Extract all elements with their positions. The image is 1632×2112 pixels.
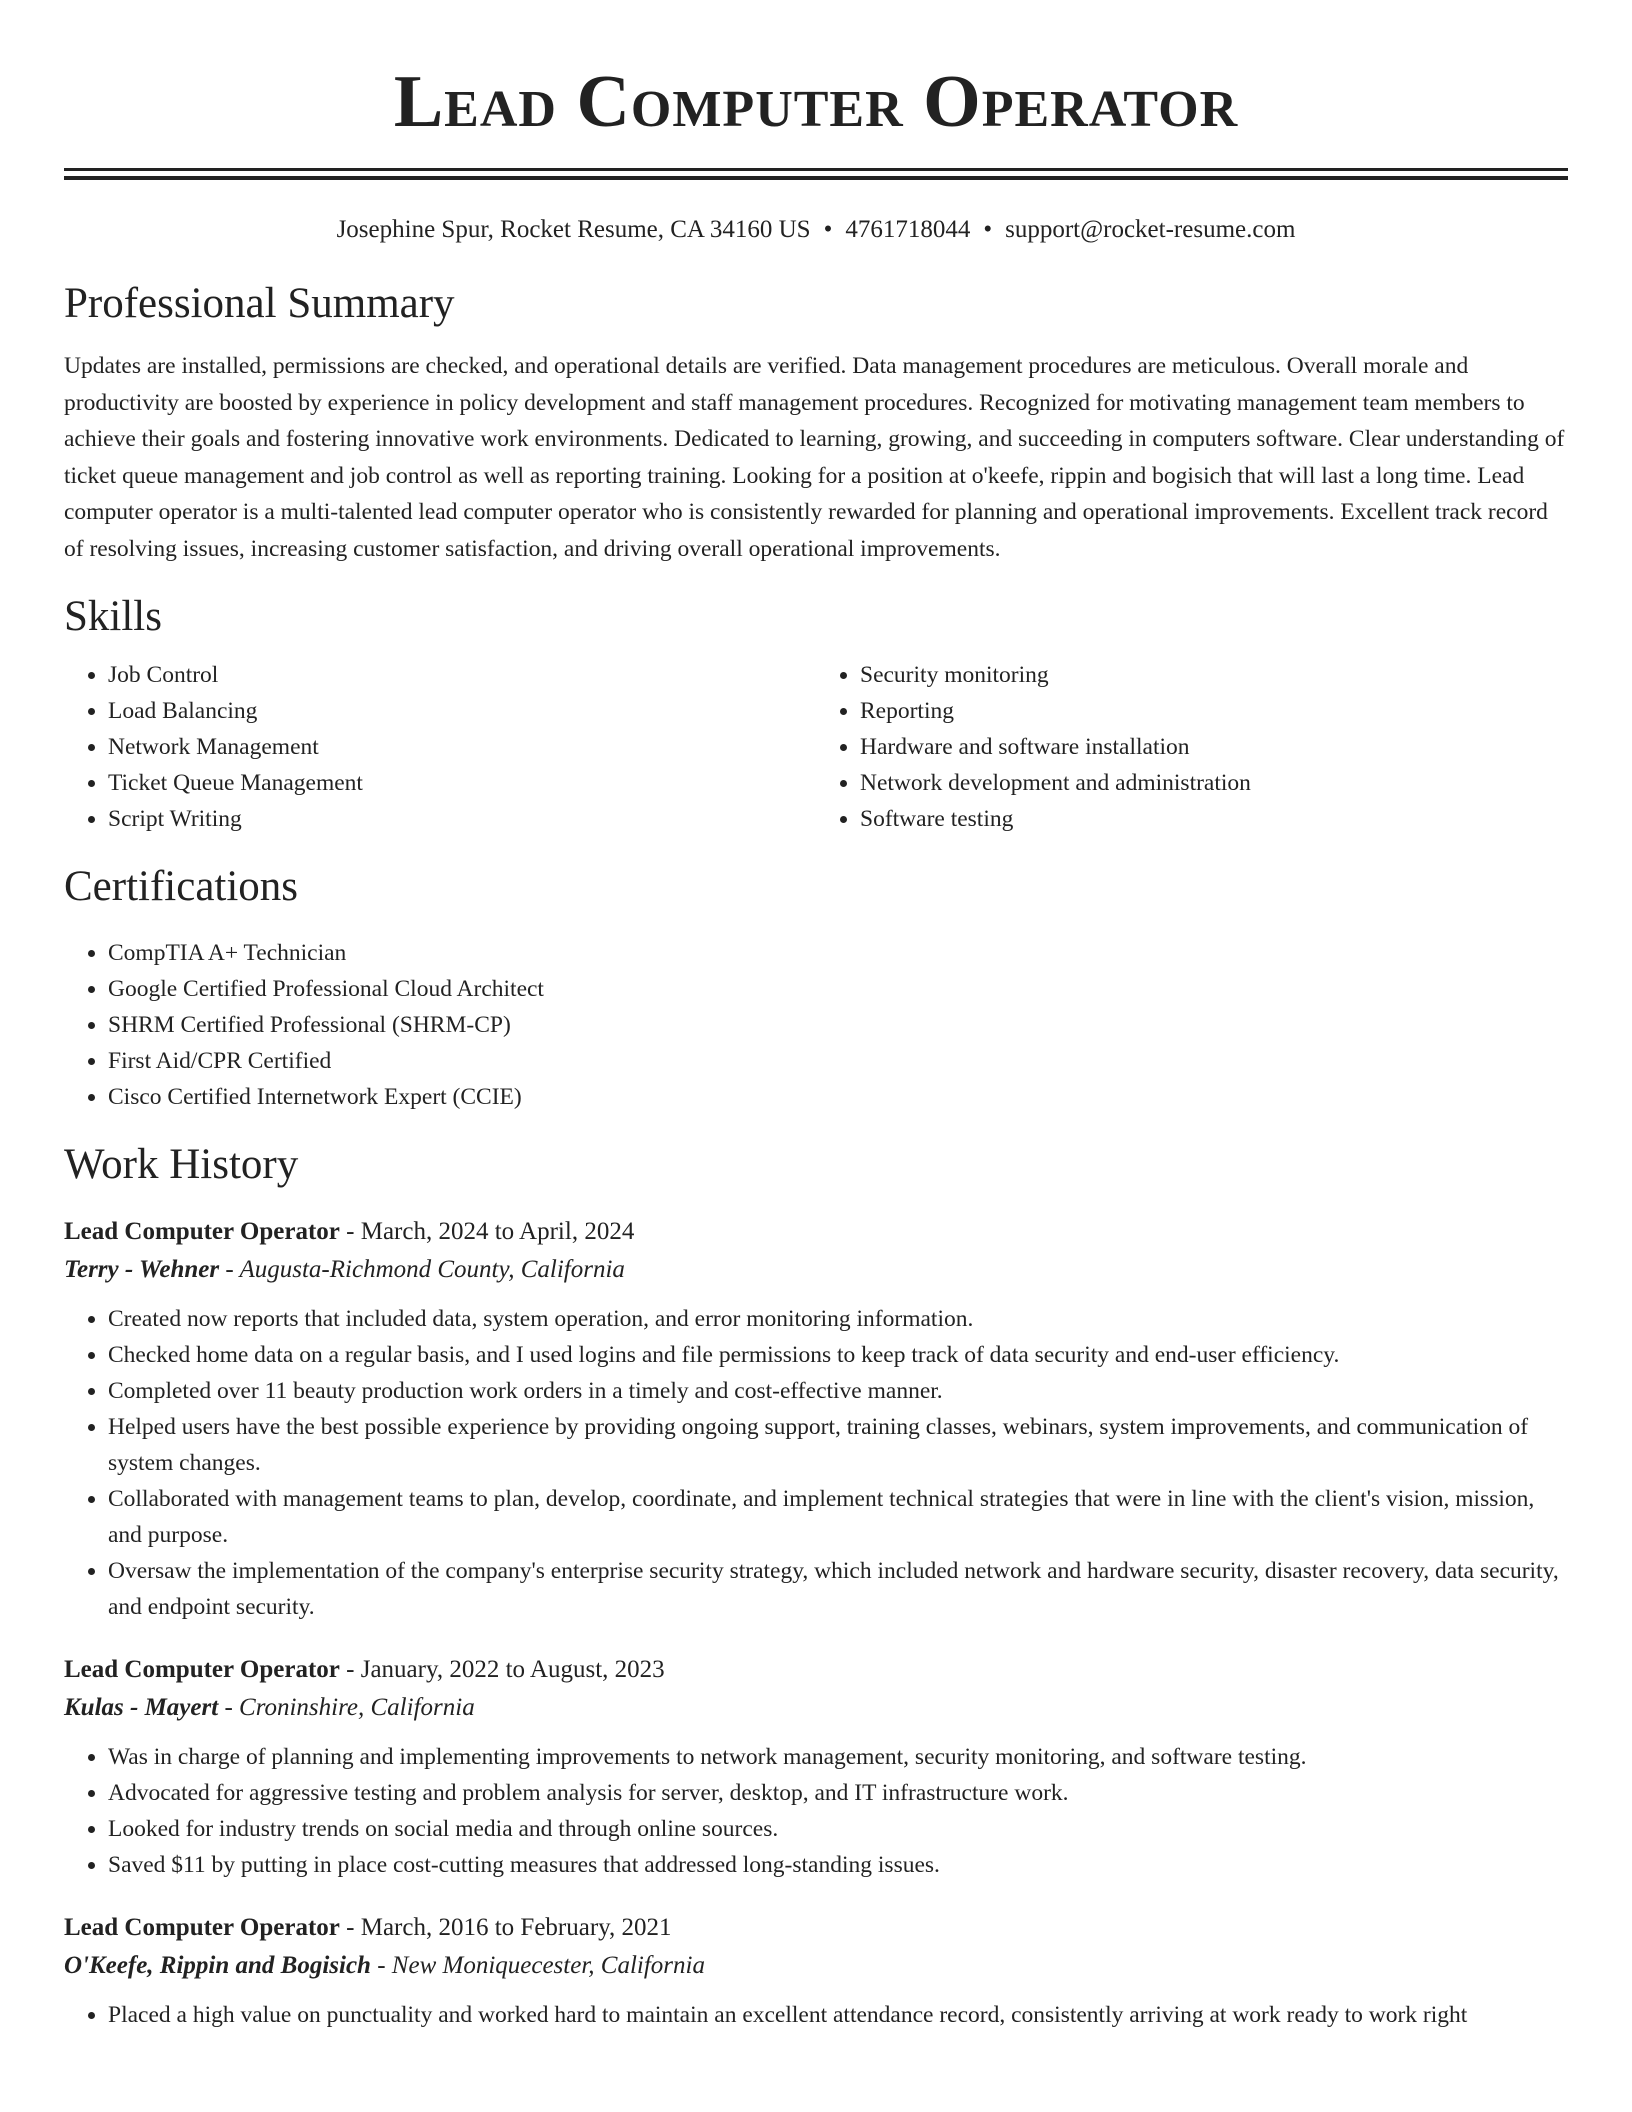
job-entry (64, 1213, 1568, 1625)
contact-email: support@rocket-resume.com (1005, 216, 1296, 243)
skill-item: • Reporting (860, 693, 1568, 729)
job-company: O'Keefe, Rippin and Bogisich (64, 1952, 371, 1979)
job-entry (64, 1651, 1568, 1883)
job-bullet: • Placed a high value on punctuality and worked hard to maintain an excellent attendance record, consistently arriving at work ready to work right (108, 1997, 1568, 2033)
skill-item: • Hardware and software installation (860, 729, 1568, 765)
job-role: Lead Computer Operator (64, 1656, 340, 1683)
summary-text: Updates are installed, permissions are checked, and operational details are verified. Data management procedures are meticulous. Overall morale and productivity are boosted by experience in policy development and staff management procedures. Recognized for motivating management team members to achieve their goals and fostering innovative work environments. Dedicated to learning, growing, and succeeding in computers software. Clear understanding of ticket queue management and job control as well as reporting training. Looking for a position at o'keefe, rippin and bogisich that will last a long time. Lead computer operator is a multi-talented lead computer operator who is consistently rewarded for planning and operational improvements. Excellent track record of resolving issues, increasing customer satisfaction, and driving overall operational improvements. (64, 353, 1565, 562)
summary-heading: Professional Summary (64, 280, 455, 327)
job-dates: - March, 2024 to April, 2024 (339, 1218, 635, 1245)
job-bullet: • Checked home data on a regular basis, and I used logins and file permissions to keep track of data security and end-user efficiency. (108, 1337, 1568, 1373)
job-employer (64, 1689, 1568, 1727)
job-dates: - March, 2016 to February, 2021 (339, 1914, 672, 1941)
contact-separator: • (823, 216, 833, 243)
job-header (64, 1651, 1568, 1689)
contact-line (64, 214, 1568, 246)
job-bullet: • Looked for industry trends on social media and through online sources. (108, 1811, 1568, 1847)
job-bullet: • Advocated for aggressive testing and problem analysis for server, desktop, and IT infrastructure work. (108, 1775, 1568, 1811)
skill-item: • Security monitoring (860, 657, 1568, 693)
skill-item: • Software testing (860, 801, 1568, 837)
job-header (64, 1213, 1568, 1251)
certification-item: • First Aid/CPR Certified (108, 1043, 1568, 1079)
skills-columns (64, 657, 1568, 837)
job-location: - Croninshire, California (218, 1694, 475, 1721)
skill-item: • Network development and administration (860, 765, 1568, 801)
contact-separator: • (983, 216, 993, 243)
job-entry (64, 1909, 1568, 2033)
job-bullet: • Was in charge of planning and implementing improvements to network management, security monitoring, and software testing. (108, 1739, 1568, 1775)
job-bullet: • Saved $11 by putting in place cost-cutting measures that addressed long-standing issues. (108, 1847, 1568, 1883)
job-employer (64, 1251, 1568, 1289)
job-employer (64, 1947, 1568, 1985)
job-location: - New Moniquecester, California (370, 1952, 705, 1979)
job-company: Terry - Wehner (64, 1256, 220, 1283)
skills-list-left (64, 657, 816, 837)
job-company: Kulas - Mayert (64, 1694, 219, 1721)
job-dates: - January, 2022 to August, 2023 (339, 1656, 665, 1683)
job-bullets (64, 1301, 1568, 1625)
skills-list-right (816, 657, 1568, 837)
contact-address: Josephine Spur, Rocket Resume, CA 34160 US (336, 216, 811, 243)
skills-heading: Skills (64, 593, 162, 640)
job-bullet: • Created now reports that included data, system operation, and error monitoring information. (108, 1301, 1568, 1337)
job-bullet: • Helped users have the best possible experience by providing ongoing support, training classes, webinars, system improvements, and communication of system changes. (108, 1409, 1568, 1481)
certification-item: • Google Certified Professional Cloud Architect (108, 971, 1568, 1007)
title-divider (64, 168, 1568, 180)
resume-title: Lead Computer Operator (393, 61, 1239, 143)
job-bullet: • Collaborated with management teams to plan, develop, coordinate, and implement technical strategies that were in line with the client's vision, mission, and purpose. (108, 1481, 1568, 1553)
skill-item: • Network Management (108, 729, 816, 765)
work-history-heading: Work History (64, 1141, 299, 1188)
contact-phone: 4761718044 (845, 216, 971, 243)
skill-item: • Job Control (108, 657, 816, 693)
certifications-list (64, 935, 1568, 1115)
job-role: Lead Computer Operator (64, 1914, 340, 1941)
skill-item: • Script Writing (108, 801, 816, 837)
certification-item: • Cisco Certified Internetwork Expert (CCIE) (108, 1079, 1568, 1115)
job-location: - Augusta-Richmond County, California (219, 1256, 625, 1283)
certifications-heading: Certifications (64, 863, 299, 910)
certification-item: • CompTIA A+ Technician (108, 935, 1568, 971)
job-bullet: • Oversaw the implementation of the company's enterprise security strategy, which included network and hardware security, disaster recovery, data security, and endpoint security. (108, 1553, 1568, 1625)
job-role: Lead Computer Operator (64, 1218, 340, 1245)
job-bullets (64, 1739, 1568, 1883)
job-header (64, 1909, 1568, 1947)
skill-item: • Ticket Queue Management (108, 765, 816, 801)
job-bullets (64, 1997, 1568, 2033)
skill-item: • Load Balancing (108, 693, 816, 729)
certification-item: • SHRM Certified Professional (SHRM-CP) (108, 1007, 1568, 1043)
job-bullet: • Completed over 11 beauty production work orders in a timely and cost-effective manner. (108, 1373, 1568, 1409)
